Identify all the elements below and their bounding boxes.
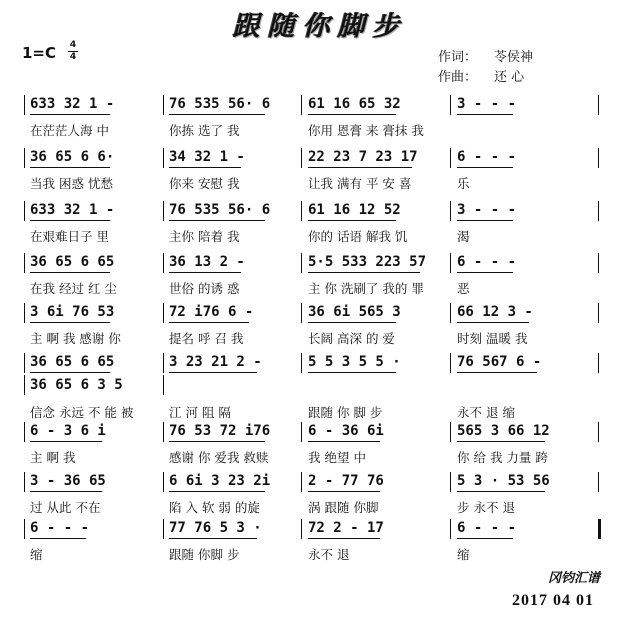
composer-label: 作曲： <box>438 70 478 85</box>
lyric-line: 提名 呼 召 我 <box>169 331 244 346</box>
lyric-line: 主 啊 我 <box>30 450 76 465</box>
barline <box>450 472 451 492</box>
barline <box>301 422 302 442</box>
barline <box>301 519 302 539</box>
lyric-line: 跟随 你脚 步 <box>169 547 240 562</box>
barline <box>24 148 25 168</box>
barline <box>163 95 164 115</box>
lyric-line: 涡 跟随 你脚 <box>308 500 379 515</box>
beam-underline <box>308 441 380 442</box>
barline <box>24 303 25 323</box>
barline <box>24 472 25 492</box>
barline <box>301 95 302 115</box>
beam-underline <box>30 272 110 273</box>
barline <box>598 353 599 373</box>
barline <box>450 422 451 442</box>
barline <box>598 253 599 273</box>
transcriber-signature: 冈钧汇谱 <box>547 571 600 586</box>
barline <box>301 353 302 373</box>
measure-notes: 36 6i 565 3 <box>308 304 401 320</box>
measure-notes: 61 16 65 32 <box>308 96 401 112</box>
barline <box>450 519 451 539</box>
beam-underline <box>308 372 396 373</box>
measure-notes: 6 - - - <box>457 149 517 165</box>
barline <box>24 422 25 442</box>
barline <box>24 201 25 221</box>
lyric-line: 永不 退 缩 <box>457 405 515 420</box>
key-signature: 1=C <box>22 44 57 62</box>
lyric-line: 缩 <box>457 547 470 562</box>
lyric-line: 感谢 你 爱我 救赎 <box>169 450 269 465</box>
barline <box>163 148 164 168</box>
lyric-line: 你的 话语 解我 饥 <box>308 229 408 244</box>
barline <box>450 303 451 323</box>
beam-underline <box>169 114 265 115</box>
beam-underline <box>30 322 110 323</box>
lyric-line: 长阔 高深 的 爱 <box>308 331 395 346</box>
composer-name: 还 心 <box>494 70 525 85</box>
barline <box>598 472 599 492</box>
beam-underline <box>308 538 380 539</box>
barline <box>450 201 451 221</box>
lyric-line: 你 给 我 力量 跨 <box>457 450 548 465</box>
measure-notes: 633 32 1 - <box>30 202 115 218</box>
beam-underline <box>457 272 513 273</box>
beam-underline <box>457 491 545 492</box>
barline <box>450 148 451 168</box>
measure-notes: 6 6i 3 23 2i <box>169 473 271 489</box>
beam-underline <box>457 372 537 373</box>
lyric-line: 信念 永远 不 能 被 <box>30 405 134 420</box>
measure-notes: 76 567 6 - <box>457 354 542 370</box>
measure-notes: 3 23 21 2 - <box>169 354 262 370</box>
score-system <box>0 353 640 420</box>
beam-underline <box>30 372 110 373</box>
beam-underline <box>30 114 110 115</box>
lyric-line: 主 啊 我 感谢 你 <box>30 331 121 346</box>
barline <box>598 148 599 168</box>
lyric-line: 我 绝望 中 <box>308 450 366 465</box>
lyric-line: 主你 陪着 我 <box>169 229 240 244</box>
measure-notes: 3 - 36 65 <box>30 473 106 489</box>
lyric-line: 恶 <box>457 281 470 296</box>
beam-underline <box>457 167 513 168</box>
lyric-line: 让我 满有 平 安 喜 <box>308 176 412 191</box>
measure-notes: 3 - - - <box>457 96 517 112</box>
beam-underline <box>308 167 412 168</box>
beam-underline <box>169 167 241 168</box>
beam-underline <box>169 538 257 539</box>
lyric-line: 过 从此 不在 <box>30 500 101 515</box>
barline <box>24 95 25 115</box>
composer-credit <box>438 66 524 85</box>
beam-underline <box>169 272 241 273</box>
meter-top: 4 <box>69 40 77 50</box>
barline <box>24 253 25 273</box>
barline <box>301 303 302 323</box>
barline <box>24 519 25 539</box>
lyric-line: 缩 <box>30 547 43 562</box>
lyric-line: 你用 恩膏 来 膏抹 我 <box>308 123 424 138</box>
beam-underline <box>169 491 265 492</box>
measure-notes: 6 - - - <box>30 520 90 536</box>
barline <box>163 201 164 221</box>
lyric-line: 陷 入 软 弱 的旋 <box>169 500 260 515</box>
score-system <box>0 201 640 261</box>
measure-notes: 6 - 36 6i <box>308 423 384 439</box>
score-system <box>0 95 640 155</box>
lyric-line: 当我 困惑 忧愁 <box>30 176 113 191</box>
lyric-line: 在我 经过 红 尘 <box>30 281 117 296</box>
measure-notes: 36 65 6 65 <box>30 254 115 270</box>
lyric-line: 江 河 阻 隔 <box>169 405 231 420</box>
barline <box>163 422 164 442</box>
measure-notes: 5 5 3 5 5 · <box>308 354 401 370</box>
measure-notes: 36 65 6 65 <box>30 354 115 370</box>
beam-underline <box>30 167 110 168</box>
measure-notes: 76 53 72 i76 <box>169 423 271 439</box>
lyricist-credit <box>438 46 533 65</box>
measure-notes: 76 535 56· 6 <box>169 202 271 218</box>
beam-underline <box>457 441 545 442</box>
lyric-line: 世俗 的诱 惑 <box>169 281 240 296</box>
barline <box>598 519 601 539</box>
barline <box>163 519 164 539</box>
lyric-line: 主 你 洗刷了 我的 罪 <box>308 281 424 296</box>
lyric-line: 你来 安慰 我 <box>169 176 240 191</box>
barline <box>598 95 599 115</box>
lyric-line: 时刻 温暖 我 <box>457 331 528 346</box>
lyricist-name: 苓侯神 <box>494 50 534 65</box>
measure-notes: 6 - - - <box>457 520 517 536</box>
measure-notes: 66 12 3 - <box>457 304 533 320</box>
measure-notes: 36 65 6 6· <box>30 149 115 165</box>
beam-underline <box>457 322 529 323</box>
beam-underline <box>308 220 396 221</box>
beam-underline <box>30 441 102 442</box>
barline <box>301 148 302 168</box>
barline <box>163 353 164 373</box>
measure-notes: 36 13 2 - <box>169 254 245 270</box>
lyric-line: 在艰难日子 里 <box>30 229 109 244</box>
measure-notes: 3 - - - <box>457 202 517 218</box>
measure-notes: 77 76 5 3 · <box>169 520 262 536</box>
beam-underline <box>308 114 396 115</box>
barline <box>163 253 164 273</box>
beam-underline <box>169 220 265 221</box>
song-title: 跟随你脚步 <box>232 11 408 42</box>
barline <box>24 375 25 395</box>
measure-notes: 61 16 12 52 <box>308 202 401 218</box>
barline <box>163 303 164 323</box>
barline <box>301 472 302 492</box>
beam-underline <box>308 491 380 492</box>
measure-notes: 76 535 56· 6 <box>169 96 271 112</box>
lyric-line: 永不 退 <box>308 547 350 562</box>
beam-underline <box>308 272 420 273</box>
lyricist-label: 作词： <box>438 50 478 65</box>
beam-underline <box>457 220 513 221</box>
barline <box>598 201 599 221</box>
measure-notes-alt: 36 65 6 3 5 <box>30 377 123 393</box>
measure-notes: 6 - 3 6 i <box>30 423 106 439</box>
beam-underline <box>30 538 86 539</box>
barline <box>163 472 164 492</box>
beam-underline <box>457 538 513 539</box>
measure-notes: 633 32 1 - <box>30 96 115 112</box>
score-system <box>0 519 640 579</box>
beam-underline <box>169 322 249 323</box>
measure-notes: 5 3 · 53 56 <box>457 473 550 489</box>
lyric-line: 渴 <box>457 229 470 244</box>
lyric-line: 跟随 你 脚 步 <box>308 405 383 420</box>
beam-underline <box>457 114 513 115</box>
barline <box>163 375 164 395</box>
time-signature <box>68 41 78 62</box>
measure-notes: 6 - - - <box>457 254 517 270</box>
barline <box>598 303 599 323</box>
score-system <box>0 148 640 208</box>
barline <box>301 201 302 221</box>
measure-notes: 3 6i 76 53 <box>30 304 115 320</box>
measure-notes: 565 3 66 12 <box>457 423 550 439</box>
lyric-line: 你拣 选了 我 <box>169 123 240 138</box>
barline <box>450 253 451 273</box>
lyric-line: 乐 <box>457 176 470 191</box>
barline <box>450 95 451 115</box>
beam-underline <box>30 491 102 492</box>
beam-underline <box>169 441 265 442</box>
beam-underline <box>308 322 396 323</box>
measure-notes: 72 i76 6 - <box>169 304 254 320</box>
measure-notes: 2 - 77 76 <box>308 473 384 489</box>
barline <box>598 422 599 442</box>
meter-bottom: 4 <box>69 52 77 62</box>
measure-notes: 5·5 533 223 57 <box>308 254 427 270</box>
measure-notes: 22 23 7 23 17 <box>308 149 418 165</box>
transcription-date: 2017 04 01 <box>512 592 594 609</box>
barline <box>24 353 25 373</box>
barline <box>450 353 451 373</box>
measure-notes: 34 32 1 - <box>169 149 245 165</box>
beam-underline <box>30 220 110 221</box>
lyric-line: 在茫茫人海 中 <box>30 123 109 138</box>
measure-notes: 72 2 - 17 <box>308 520 384 536</box>
barline <box>301 253 302 273</box>
beam-underline <box>169 372 257 373</box>
lyric-line: 步 永不 退 <box>457 500 515 515</box>
